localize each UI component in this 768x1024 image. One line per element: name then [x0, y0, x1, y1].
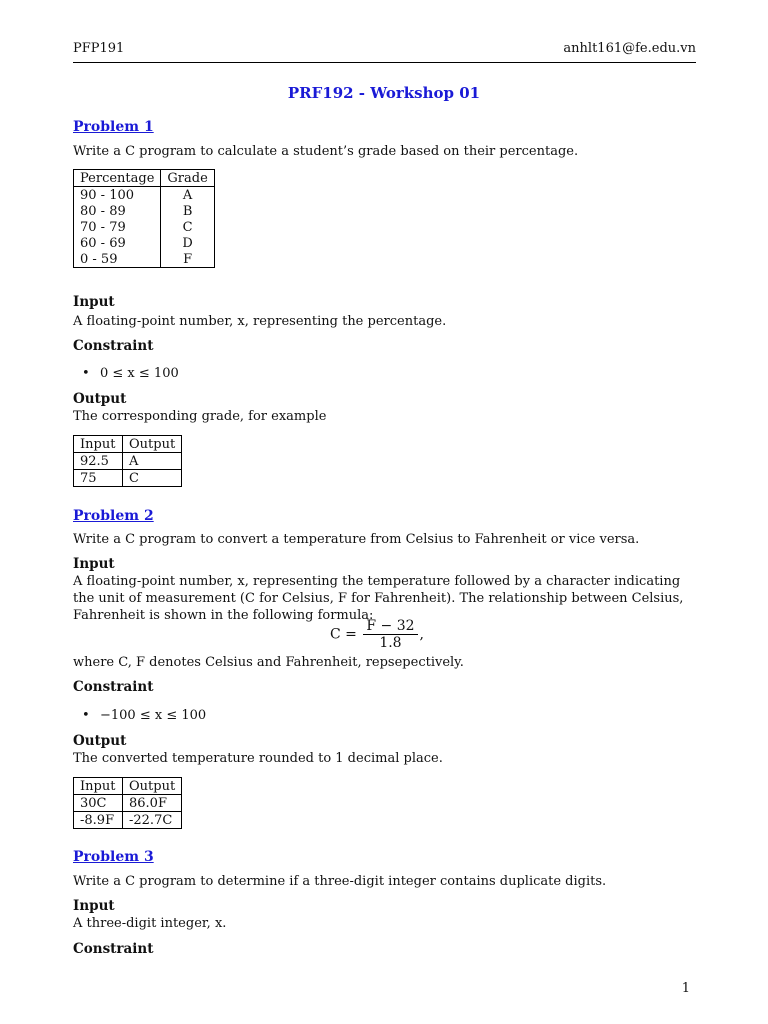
table-row	[74, 251, 215, 268]
problem-2-input-heading: Input	[73, 556, 115, 572]
table-cell: 86.0F	[123, 795, 182, 812]
problem-2-description: Write a C program to convert a temperature from Celsius to Fahrenheit or vice versa.	[73, 532, 640, 547]
constraint-expression: 0 ≤ x ≤ 100	[100, 366, 179, 381]
table-cell: C	[123, 470, 182, 487]
formula-lhs: C =	[330, 626, 357, 643]
table-cell: C	[161, 219, 214, 235]
table-cell: -8.9F	[74, 812, 123, 829]
problem-1-constraint-heading: Constraint	[73, 338, 154, 354]
problem-3-input-heading: Input	[73, 898, 115, 914]
table-row	[74, 219, 215, 235]
problem-3-input-text: A three-digit integer, x.	[73, 916, 227, 931]
table-row	[74, 235, 215, 251]
table-cell: F	[161, 251, 214, 268]
problem-2-output-text: The converted temperature rounded to 1 decimal place.	[73, 751, 443, 766]
problem-1-output-text: The corresponding grade, for example	[73, 409, 327, 424]
table-row	[74, 187, 215, 204]
table-cell: 80 - 89	[74, 203, 161, 219]
header-email: anhlt161@fe.edu.vn	[563, 41, 696, 56]
problem-1-description: Write a C program to calculate a student’s grade based on their percentage.	[73, 144, 579, 159]
table-cell: 30C	[74, 795, 123, 812]
formula-numerator: F − 32	[363, 618, 417, 635]
table-row	[74, 795, 182, 812]
formula-fraction	[363, 618, 417, 651]
formula-denominator: 1.8	[379, 635, 402, 651]
table-header-cell: Percentage	[74, 170, 161, 187]
table-cell: D	[161, 235, 214, 251]
problem-2-output-heading: Output	[73, 733, 127, 749]
problem-1-constraint-item	[82, 365, 179, 382]
problem-3-constraint-heading: Constraint	[73, 941, 154, 957]
table-header-row	[74, 170, 215, 187]
table-cell: B	[161, 203, 214, 219]
table-row	[74, 812, 182, 829]
problem-2-formula-note: where C, F denotes Celsius and Fahrenheit, repsepectively.	[73, 655, 464, 670]
table-header-row	[74, 778, 182, 795]
problem-1-output-heading: Output	[73, 391, 127, 407]
table-cell: 75	[74, 470, 123, 487]
table-header-cell: Output	[123, 436, 182, 453]
grade-table	[73, 169, 215, 268]
table-row	[74, 453, 182, 470]
constraint-expression: −100 ≤ x ≤ 100	[100, 708, 207, 723]
table-header-cell: Input	[74, 436, 123, 453]
problem-2-input-text: A floating-point number, x, representing the temperature followed by a character indicating the unit of measurement (C for Celsius, F for Fahrenheit). The relationship between Celsius, Fahrenheit is shown in the following formula:	[73, 574, 684, 623]
problem-1-example-table	[73, 435, 182, 487]
formula-tail: ,	[419, 626, 424, 643]
problem-3-description: Write a C program to determine if a three-digit integer contains duplicate digits.	[73, 874, 607, 889]
table-cell: A	[123, 453, 182, 470]
table-cell: 60 - 69	[74, 235, 161, 251]
problem-1-input-heading: Input	[73, 294, 115, 310]
header-course-code: PFP191	[73, 41, 125, 56]
table-header-cell: Output	[123, 778, 182, 795]
table-cell: 90 - 100	[74, 187, 161, 204]
table-header-cell: Input	[74, 778, 123, 795]
conversion-formula	[330, 618, 424, 651]
table-cell: -22.7C	[123, 812, 182, 829]
problem-2-constraint-heading: Constraint	[73, 679, 154, 695]
bullet-icon: •	[82, 708, 90, 723]
bullet-icon: •	[82, 366, 90, 381]
problem-1-input-text: A floating-point number, x, representing the percentage.	[73, 314, 447, 329]
problem-3-heading[interactable]: Problem 3	[73, 849, 154, 865]
table-cell: A	[161, 187, 214, 204]
table-cell: 92.5	[74, 453, 123, 470]
page-number: 1	[681, 981, 690, 996]
problem-2-heading[interactable]: Problem 2	[73, 508, 154, 524]
table-header-cell: Grade	[161, 170, 214, 187]
table-header-row	[74, 436, 182, 453]
table-row	[74, 470, 182, 487]
table-row	[74, 203, 215, 219]
problem-2-example-table	[73, 777, 182, 829]
header-rule	[73, 62, 696, 63]
problem-1-heading[interactable]: Problem 1	[73, 119, 154, 135]
table-cell: 0 - 59	[74, 251, 161, 268]
document-title: PRF192 - Workshop 01	[287, 84, 481, 102]
table-cell: 70 - 79	[74, 219, 161, 235]
problem-2-constraint-item	[82, 707, 206, 724]
